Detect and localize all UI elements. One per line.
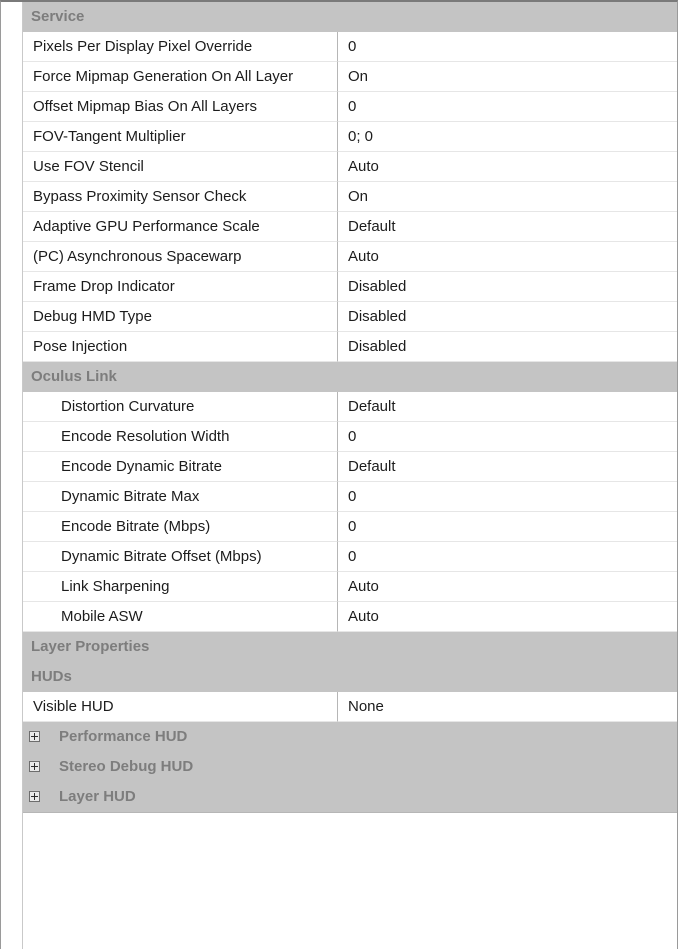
group-header-label: Stereo Debug HUD xyxy=(45,752,338,781)
property-value[interactable]: 0 xyxy=(338,482,677,512)
property-row[interactable] xyxy=(1,512,677,542)
group-header-label: Layer Properties xyxy=(23,632,338,661)
property-row[interactable] xyxy=(1,602,677,632)
group-header-row[interactable] xyxy=(1,782,677,812)
property-row[interactable] xyxy=(1,572,677,602)
property-row[interactable] xyxy=(1,272,677,302)
property-row[interactable] xyxy=(1,452,677,482)
property-value[interactable]: Disabled xyxy=(338,332,677,362)
property-value[interactable]: Disabled xyxy=(338,272,677,302)
nested-expander-cell xyxy=(23,782,45,811)
expand-icon[interactable] xyxy=(29,791,40,802)
property-row[interactable] xyxy=(1,62,677,92)
property-name: Force Mipmap Generation On All Layer xyxy=(23,62,338,92)
property-value[interactable]: Default xyxy=(338,212,677,242)
property-name: Frame Drop Indicator xyxy=(23,272,338,302)
property-name: Use FOV Stencil xyxy=(23,152,338,182)
group-value-cell xyxy=(338,722,677,751)
property-name: Dynamic Bitrate Max xyxy=(23,482,338,512)
property-row[interactable] xyxy=(1,482,677,512)
property-name: FOV-Tangent Multiplier xyxy=(23,122,338,152)
property-name: Distortion Curvature xyxy=(23,392,338,422)
group-header-label: Oculus Link xyxy=(23,362,338,391)
property-value[interactable]: Default xyxy=(338,452,677,482)
property-row[interactable] xyxy=(1,182,677,212)
property-row[interactable] xyxy=(1,152,677,182)
group-value-cell xyxy=(338,362,677,391)
nested-expander-cell xyxy=(23,722,45,751)
property-value[interactable]: 0 xyxy=(338,542,677,572)
group-header-label: Performance HUD xyxy=(45,722,338,751)
property-row[interactable] xyxy=(1,122,677,152)
property-name: Link Sharpening xyxy=(23,572,338,602)
property-name: Debug HMD Type xyxy=(23,302,338,332)
group-header-row[interactable] xyxy=(1,2,677,32)
property-value[interactable]: Auto xyxy=(338,602,677,632)
property-value[interactable]: On xyxy=(338,182,677,212)
property-value[interactable]: On xyxy=(338,62,677,92)
property-name: Visible HUD xyxy=(23,692,338,722)
property-name: Pixels Per Display Pixel Override xyxy=(23,32,338,62)
group-value-cell xyxy=(338,752,677,781)
property-value[interactable]: Auto xyxy=(338,572,677,602)
nested-expander-cell xyxy=(23,752,45,781)
property-name: Mobile ASW xyxy=(23,602,338,632)
group-header-row[interactable] xyxy=(1,722,677,752)
property-name: (PC) Asynchronous Spacewarp xyxy=(23,242,338,272)
expand-icon[interactable] xyxy=(29,761,40,772)
property-value[interactable]: Disabled xyxy=(338,302,677,332)
group-header-label: HUDs xyxy=(23,662,338,691)
property-row[interactable] xyxy=(1,212,677,242)
gutter-strip xyxy=(1,2,23,949)
property-value[interactable]: Auto xyxy=(338,152,677,182)
group-header-row[interactable] xyxy=(1,632,677,662)
property-value[interactable]: 0; 0 xyxy=(338,122,677,152)
property-value[interactable]: Auto xyxy=(338,242,677,272)
property-name: Adaptive GPU Performance Scale xyxy=(23,212,338,242)
property-value[interactable]: None xyxy=(338,692,677,722)
property-value[interactable]: 0 xyxy=(338,92,677,122)
property-row[interactable] xyxy=(1,92,677,122)
property-row[interactable] xyxy=(1,242,677,272)
property-grid xyxy=(1,2,677,812)
property-value[interactable]: 0 xyxy=(338,32,677,62)
property-row[interactable] xyxy=(1,32,677,62)
property-row[interactable] xyxy=(1,422,677,452)
property-row[interactable] xyxy=(1,332,677,362)
property-name: Encode Resolution Width xyxy=(23,422,338,452)
group-header-row[interactable] xyxy=(1,362,677,392)
property-row[interactable] xyxy=(1,692,677,722)
group-value-cell xyxy=(338,2,677,31)
property-row[interactable] xyxy=(1,302,677,332)
property-name: Pose Injection xyxy=(23,332,338,362)
empty-area xyxy=(1,812,677,949)
property-name: Bypass Proximity Sensor Check xyxy=(23,182,338,212)
group-value-cell xyxy=(338,662,677,691)
expand-icon[interactable] xyxy=(29,731,40,742)
property-name: Offset Mipmap Bias On All Layers xyxy=(23,92,338,122)
group-header-row[interactable] xyxy=(1,752,677,782)
property-name: Dynamic Bitrate Offset (Mbps) xyxy=(23,542,338,572)
property-name: Encode Bitrate (Mbps) xyxy=(23,512,338,542)
property-value[interactable]: 0 xyxy=(338,512,677,542)
group-header-label: Service xyxy=(23,2,338,31)
group-value-cell xyxy=(338,632,677,661)
group-value-cell xyxy=(338,782,677,811)
group-header-label: Layer HUD xyxy=(45,782,338,811)
property-value[interactable]: Default xyxy=(338,392,677,422)
property-row[interactable] xyxy=(1,392,677,422)
group-header-row[interactable] xyxy=(1,662,677,692)
property-row[interactable] xyxy=(1,542,677,572)
property-name: Encode Dynamic Bitrate xyxy=(23,452,338,482)
property-value[interactable]: 0 xyxy=(338,422,677,452)
